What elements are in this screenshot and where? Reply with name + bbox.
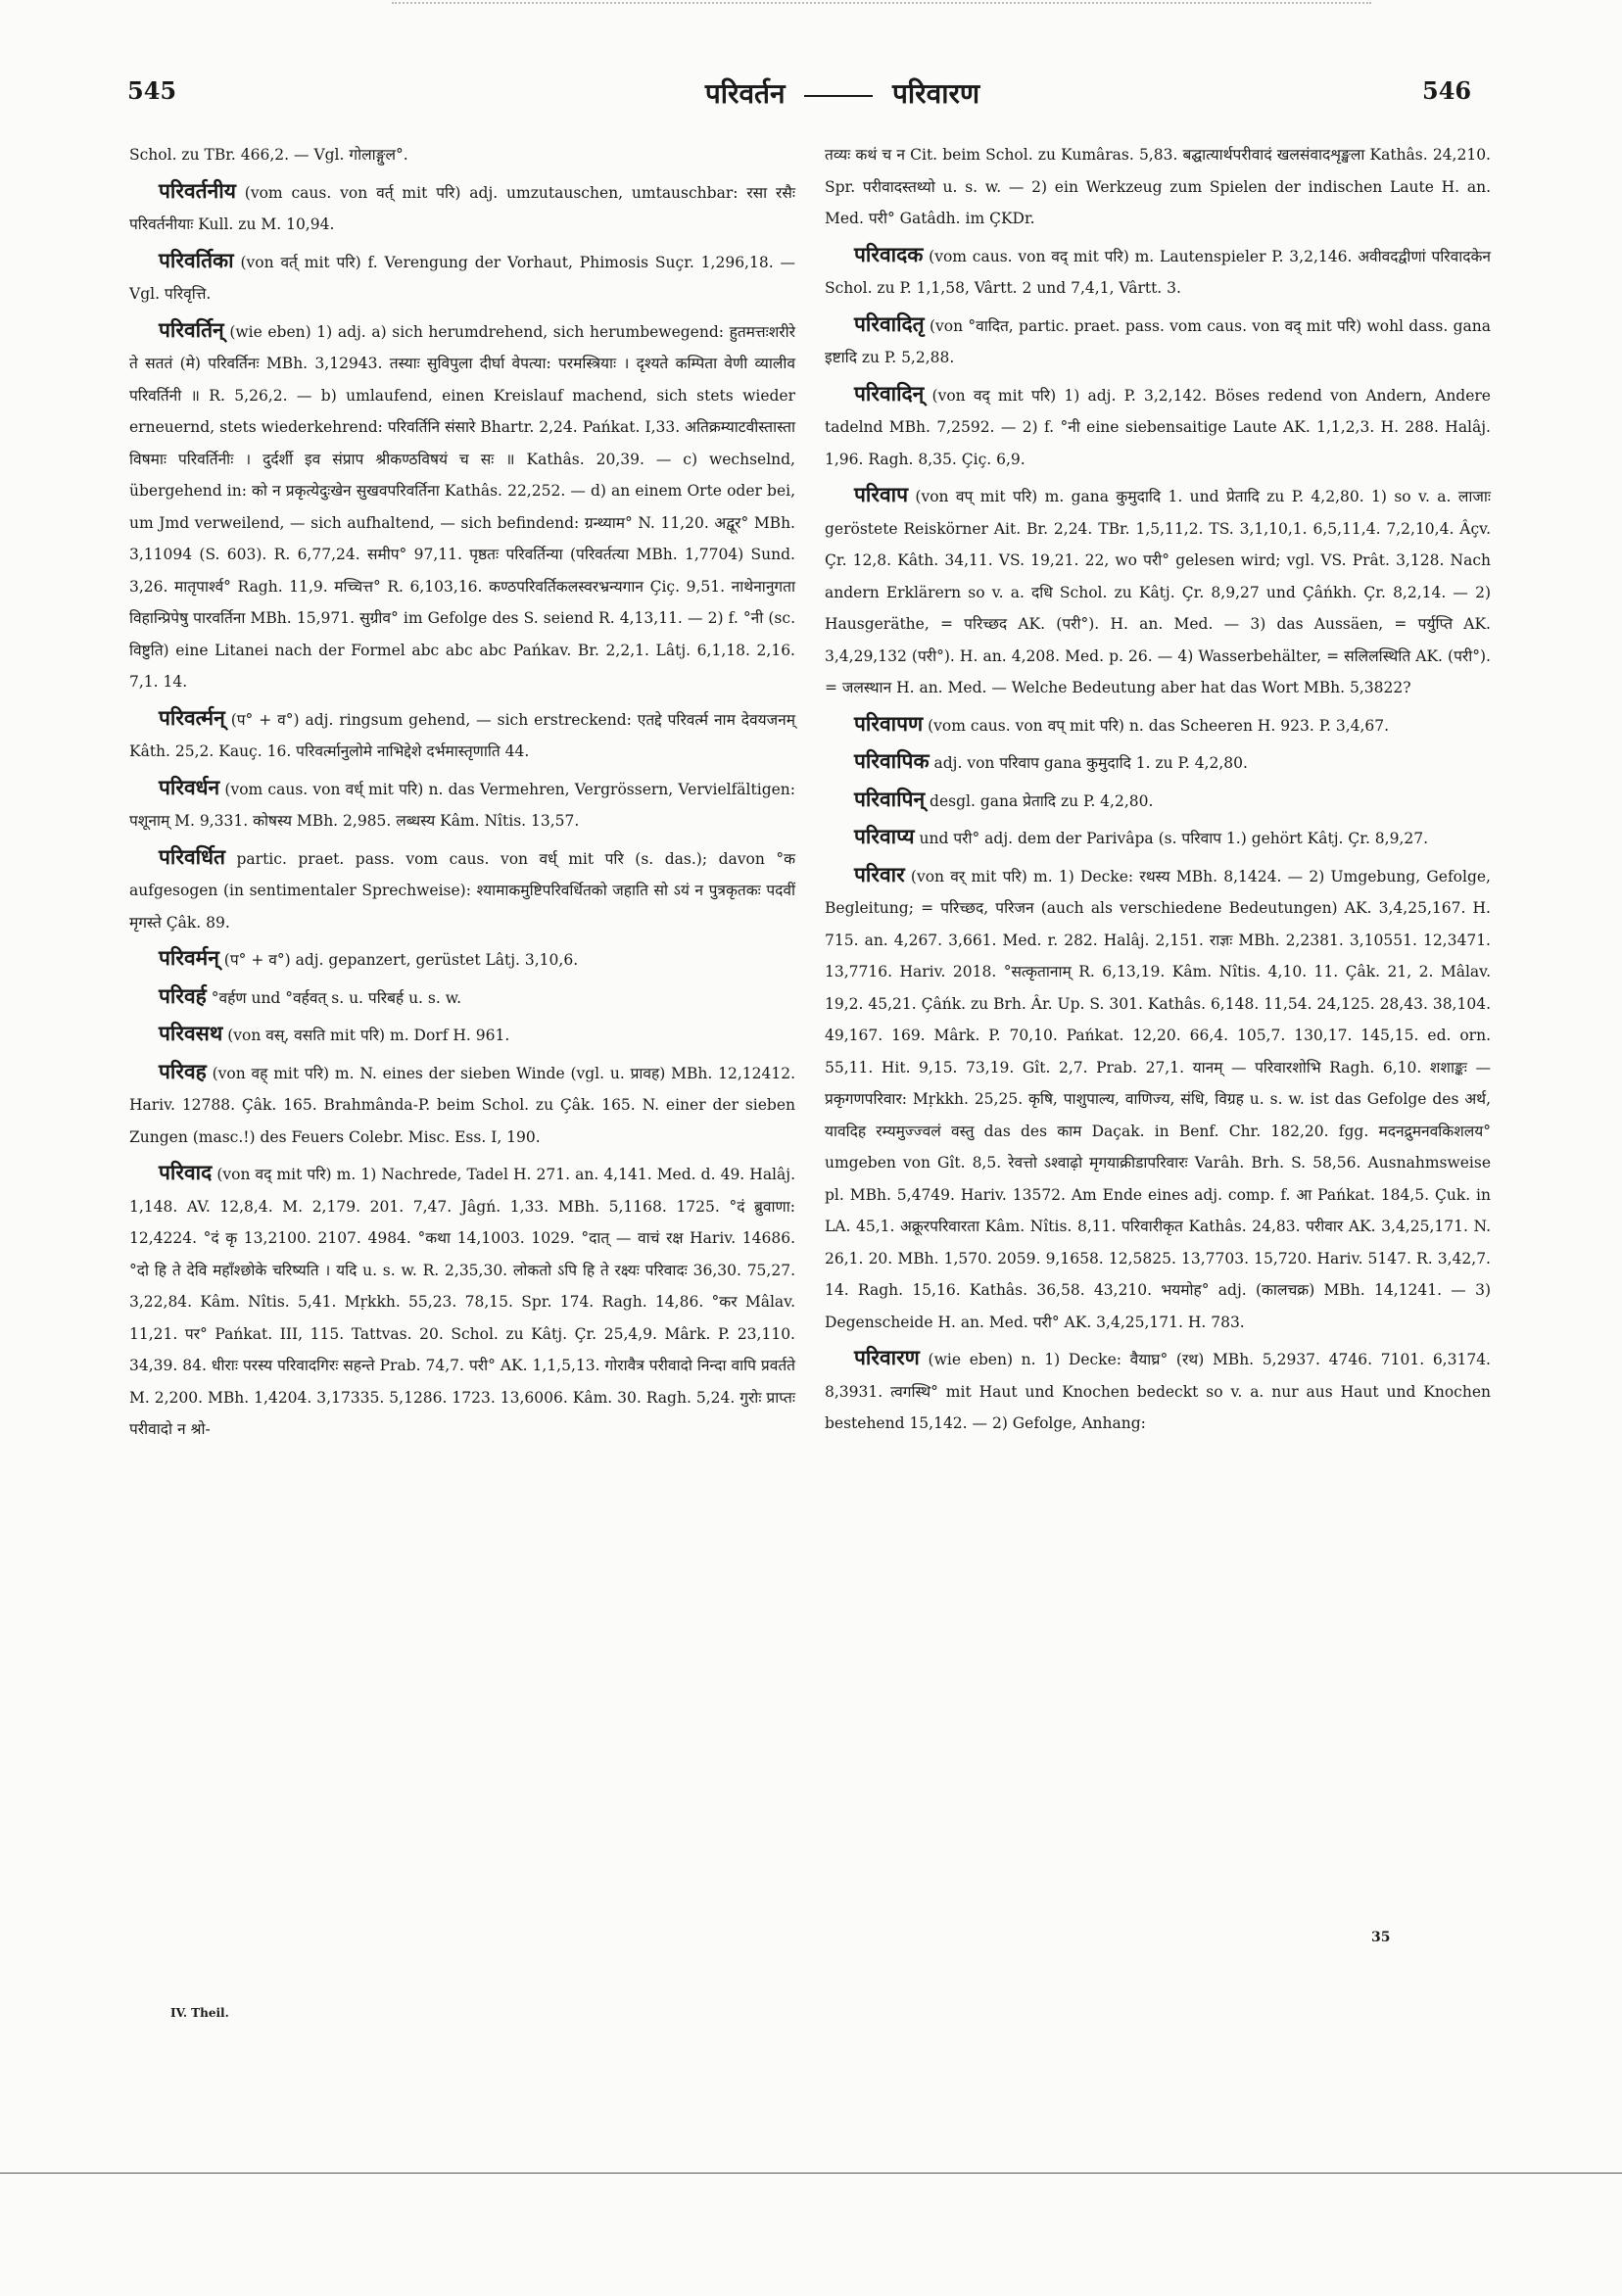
- entry-text: (प° + व°) adj. gepanzert, gerüstet Lâtj. 3,10,6.: [223, 951, 579, 969]
- entry-text: (vom caus. von वर्ध् mit परि) n. das Vermehren, Vergrössern, Vervielfältigen: पशूनाम् M. 9,331. कोषस्य MBh. 2,985. लब्धस्य Kâm. Nîtis. 13,57.: [129, 780, 795, 830]
- dictionary-entry: [129, 175, 795, 241]
- entry-text: (von वस्, वसति mit परि) m. Dorf H. 961.: [227, 1027, 510, 1044]
- dictionary-entry: [825, 784, 1491, 818]
- dictionary-entry: [825, 479, 1491, 704]
- entry-text: तव्यः कथं च न Cit. beim Schol. zu Kumâras. 5,83. बद्घात्यार्थपरीवादं खलसंवादशृङ्खला Kathâs. 24,210. Spr. परीवादस्तथ्यो u. s. w. — 2) ein Werkzeug zum Spielen der indischen Laute H. an. Med. परी° Gatâdh. im ÇKDr.: [825, 146, 1491, 227]
- entry-headword: परिवर्त्मन्: [159, 704, 225, 730]
- dictionary-entry: [129, 245, 795, 311]
- dictionary-entry: [129, 1056, 795, 1154]
- entry-headword: परिवर्धन: [159, 774, 220, 799]
- entry-text: (vom caus. von वप् mit परि) n. das Scheeren H. 923. P. 3,4,67.: [928, 716, 1390, 735]
- dictionary-entry: [129, 314, 795, 698]
- entry-text: partic. praet. pass. vom caus. von वर्ध् mit परि (s. das.); davon °क aufgesogen (in sentimentaler Sprechweise): श्यामाकमुष्टिपरिवर्धितको जहाति सो ऽयं न पुत्रकृतकः पदवीं मृगस्ते Çâk. 89.: [129, 849, 795, 932]
- volume-label: IV. Theil.: [170, 2006, 229, 2020]
- dictionary-entry: [129, 772, 795, 837]
- dictionary-entry: [825, 745, 1491, 780]
- page-number-left: 545: [127, 76, 177, 105]
- entry-headword: परिवादक: [854, 241, 924, 266]
- entry-text: (प° + व°) adj. ringsum gehend, — sich erstreckend: एतद्दे परिवर्त्म नाम देवयजनम् Kâth. 25,2. Kauç. 16. परिवर्त्मानुलोमे नाभिद्देशे दर्भमास्तृणाति 44.: [129, 710, 795, 760]
- entry-continuation: [825, 139, 1491, 235]
- entry-text: (von वह् mit परि) m. N. eines der sieben Winde (vgl. u. प्रावह) MBh. 12,12412. Hariv. 12788. Çâk. 165. Brahmânda-P. beim Schol. zu Çâk. 165. N. einer der sieben Zungen (masc.!) des Feuers Colebr. Misc. Ess. I, 190.: [129, 1064, 795, 1146]
- left-column: [129, 139, 795, 1450]
- entry-headword: परिवादितृ: [854, 311, 925, 336]
- entry-text: (von वप् mit परि) m. gana कुमुदादि 1. und प्रेतादि zu P. 4,2,80. 1) so v. a. लाजाः geröstete Reiskörner Ait. Br. 2,24. TBr. 1,5,11,2. TS. 3,1,10,1. 6,5,11,4. 7,2,10,4. Âçv. Çr. 12,8. Kâth. 34,11. VS. 19,21. 22, wo परी° gelesen wird; vgl. VS. Prât. 3,128. Nach andern Erklärern so v. a. दधि Schol. zu Kâtj. Çr. 8,9,27 und Çâńkh. Çr. 8,2,14. — 2) Hausgeräthe, = परिच्छद AK. (परी°). H. an. Med. — 3) das Aussäen, = पर्युप्ति AK. 3,4,29,132 (परी°). H. an. 4,208. Med. p. 26. — 4) Wasserbehälter, = सलिलस्थिति AK. (परी°). = जलस्थान H. an. Med. — Welche Bedeutung aber hat das Wort MBh. 5,3822?: [825, 488, 1491, 696]
- dictionary-entry: [129, 841, 795, 939]
- dictionary-entry: [825, 378, 1491, 476]
- bottom-rule: [0, 2173, 1622, 2174]
- entry-text: °वर्हण und °वर्हवत् s. u. परिबर्ह u. s. w.: [211, 988, 462, 1007]
- right-column: [825, 139, 1491, 1444]
- running-head-dash: [804, 95, 873, 97]
- entry-headword: परिवर्मन्: [159, 945, 219, 970]
- entry-headword: परिवर्तनीय: [159, 177, 236, 203]
- page-number-right: 546: [1422, 76, 1472, 105]
- dictionary-entry: [129, 702, 795, 768]
- entry-text: (vom caus. von वर्त् mit परि) adj. umzutauschen, umtauschbar: रसा रसैः परिवर्तनीयाः Kull. zu M. 10,94.: [129, 183, 795, 233]
- dictionary-entry: [825, 239, 1491, 305]
- entry-headword: परिवर्धित: [159, 843, 225, 869]
- dictionary-entry: [825, 708, 1491, 742]
- entry-headword: परिवापिन्: [854, 786, 926, 811]
- dictionary-entry: [825, 821, 1491, 855]
- entry-headword: परिवर्तिन्: [159, 316, 224, 342]
- entry-headword: परिवाप्य: [854, 824, 915, 848]
- dictionary-entry: [825, 859, 1491, 1339]
- entry-text: und परी° adj. dem der Parivâpa (s. परिवाप 1.) gehört Kâtj. Çr. 8,9,27.: [919, 830, 1429, 847]
- entry-text: (wie eben) 1) adj. a) sich herumdrehend, sich herumbewegend: हुतमत्तःशरीरे ते सततं (मे) परिवर्तिनः MBh. 3,12943. तस्याः सुविपुला दीर्घा वेपत्या: परमस्त्रियाः । दृश्यते कम्पिता वेणी व्यालीव परिवर्तिनी ॥ R. 5,26,2. — b) umlaufend, einen Kreislauf machend, sich stets wieder erneuernd, stets wiederkehrend: परिवर्तिनि संसारे Bhartr. 2,24. Pańkat. I,33. अतिक्रम्याटवीस्तास्ता विषमाः परिवर्तिनीः । दुर्दर्शी इव संप्राप श्रीकण्ठविषयं च सः ॥ Kathâs. 20,39. — c) wechselnd, übergehend in: को न प्रकृत्येदुःखेन सुखवपरिवर्तिना Kathâs. 22,252. — d) an einem Orte oder bei, um Jmd verweilend, — sich aufhaltend, — sich befindend: ग्रन्थ्याम° N. 11,20. अद्वूर° MBh. 3,11094 (S. 603). R. 6,77,24. समीप° 97,11. पृष्ठतः परिवर्तिन्या (परिवर्तत्या MBh. 1,7704) Sund. 3,26. मातृपार्श्व° Ragh. 11,9. मच्चित्त° R. 6,103,16. कण्ठपरिवर्तिकलस्वरभ्रन्यगान Çiç. 9,51. नाथेनानुगता विहान्प्रिपेषु पारवर्तिना MBh. 15,971. सुग्रीव° im Gefolge des S. seiend R. 4,13,11. — 2) f. °नी (sc. विष्टुति) eine Litanei nach der Formel abc abc abc Pańkav. Br. 2,2,1. Lâtj. 6,1,18. 2,16. 7,1. 14.: [129, 322, 795, 691]
- entry-text: (von °वादित, partic. praet. pass. vom caus. von वद् mit परि) wohl dass. gana इष्टादि zu P. 5,2,88.: [825, 316, 1491, 366]
- entry-headword: परिवह: [159, 1058, 207, 1083]
- entry-headword: परिवापण: [854, 710, 924, 736]
- entry-text: (von वर् mit परि) m. 1) Decke: रथस्य MBh. 8,1424. — 2) Umgebung, Gefolge, Begleitung; = परिच्छद, परिजन (auch als verschiedene Bedeutungen) AK. 3,4,25,167. H. 715. an. 4,267. 3,661. Med. r. 282. Halâj. 2,151. राज्ञः MBh. 2,2381. 3,10551. 12,3471. 13,7716. Hariv. 2018. °सत्कृतानाम् R. 6,13,19. Kâm. Nîtis. 4,10. 11. Çâk. 21, 2. Mâlav. 19,2. 45,21. Çâńk. zu Brh. Âr. Up. S. 301. Kathâs. 6,148. 11,54. 24,125. 28,43. 38,104. 49,167. 169. Mârk. P. 70,10. Pańkat. 12,20. 66,4. 105,7. 130,17. 145,15. ed. orn. 55,11. Hit. 9,15. 73,19. Gît. 2,7. Prab. 27,1. यानम् — परिवारशोभि Ragh. 6,10. शशाङ्कः — प्रकृगणपरिवार: Mṛkkh. 25,25. कृषि, पाशुपाल्य, वाणिज्य, संधि, विग्रह u. s. w. ist das Gefolge des अर्थ, यावदिह रम्यमुज्ज्वलं वस्तु das des काम Daçak. in Benf. Chr. 182,20. fgg. मदनद्रुमनवकिशलय° umgeben von Gît. 8,5. रेवत्तो ऽश्वाढ़ो मृगयाक्रीडापरिवारः Varâh. Brh. S. 58,56. Ausnahmsweise pl. MBh. 5,4749. Hariv. 13572. Am Ende eines adj. comp. f. आ Pańkat. 184,5. Çuk. in LA. 45,1. अक्रूरपरिवारता Kâm. Nîtis. 8,11. परिवारीकृत Kathâs. 24,83. परीवार AK. 3,4,25,171. N. 26,1. 20. MBh. 1,570. 2059. 9,1658. 12,5825. 13,7703. 15,720. Hariv. 5147. R. 3,42,7. 14. Ragh. 15,16. Kathâs. 36,58. 43,210. भयमोह° adj. (कालचक्र) MBh. 14,1241. — 3) Degenscheide H. an. Med. परी° AK. 3,4,25,171. H. 783.: [825, 867, 1491, 1331]
- entry-headword: परिवाप: [854, 482, 908, 506]
- entry-headword: परिवादिन्: [854, 380, 925, 406]
- running-head-right: परिवारण: [892, 77, 980, 110]
- entry-text: (von वद् mit परि) 1) adj. P. 3,2,142. Böses redend von Andern, Andere tadelnd MBh. 7,2592. — 2) f. °नी eine siebensaitige Laute AK. 1,1,2,3. H. 288. Halâj. 1,96. Ragh. 8,35. Çiç. 6,9.: [825, 386, 1491, 468]
- entry-headword: परिवाद: [159, 1160, 213, 1184]
- top-edge-mark: [392, 2, 1371, 4]
- entry-headword: परिवर्ह: [159, 982, 207, 1008]
- entry-headword: परिवापिक: [854, 748, 930, 773]
- entry-headword: परिवार: [854, 861, 905, 886]
- entry-text: desgl. gana प्रेतादि zu P. 4,2,80.: [930, 791, 1154, 810]
- dictionary-entry: [129, 981, 795, 1015]
- entry-text: adj. von परिवाप gana कुमुदादि 1. zu P. 4,2,80.: [933, 754, 1248, 772]
- entry-text: (von वर्त् mit परि) f. Verengung der Vorhaut, Phimosis Suçr. 1,296,18. — Vgl. परिवृत्ति.: [129, 253, 795, 303]
- entry-text: (von वद् mit परि) m. 1) Nachrede, Tadel H. 271. an. 4,141. Med. d. 49. Halâj. 1,148. AV. 12,8,4. M. 2,179. 201. 7,47. Jâgń. 1,33. MBh. 5,1168. 1725. °दं ब्रुवाणा: 12,4224. °दं कृ 13,2100. 2107. 4984. °कथा 14,1003. 1029. °दात् — वाचं रक्ष Hariv. 14686. °दो हि ते देवि महाँश्छोके चरिष्यति । यदि u. s. w. R. 2,35,30. लोकतो ऽपि हि ते रक्ष्यः परिवादः 36,30. 75,27. 3,22,84. Kâm. Nîtis. 5,41. Mṛkkh. 55,23. 78,15. Spr. 174. Ragh. 14,86. °कर Mâlav. 11,21. पर° Pańkat. III, 115. Tattvas. 20. Schol. zu Kâtj. Çr. 25,4,9. Mârk. P. 23,110. 34,39. 84. धीराः परस्य परिवादगिरः सहन्ते Prab. 74,7. परी° AK. 1,1,5,13. गोरावैत्र परीवादो निन्दा वापि प्रवर्तते M. 2,200. MBh. 1,4204. 3,17335. 5,1286. 1723. 13,6006. Kâm. 30. Ragh. 5,24. गुरोः प्राप्तः परीवादो न श्रो-: [129, 1166, 795, 1438]
- dictionary-entry: [129, 1018, 795, 1052]
- dictionary-entry: [129, 942, 795, 977]
- entry-continuation: [129, 139, 795, 171]
- running-head: [676, 74, 1009, 112]
- running-head-left: परिवर्तन: [704, 77, 786, 110]
- dictionary-entry: [825, 309, 1491, 374]
- entry-headword: परिवर्तिका: [159, 247, 234, 272]
- dictionary-entry: [825, 1342, 1491, 1440]
- entry-text: (wie eben) n. 1) Decke: वैयाघ्र° (रथ) MBh. 5,2937. 4746. 7101. 6,3174. 8,3931. त्वगस्थि° mit Haut und Knochen bedeckt so v. a. nur aus Haut und Knochen bestehend 15,142. — 2) Gefolge, Anhang:: [825, 1351, 1491, 1432]
- entry-text: Schol. zu TBr. 466,2. — Vgl. गोलाङ्गुल°.: [129, 146, 408, 164]
- entry-headword: परिवारण: [854, 1345, 920, 1369]
- entry-text: (vom caus. von वद् mit परि) m. Lautenspieler P. 3,2,146. अवीवदद्वीणां परिवादकेन Schol. zu P. 1,1,58, Vârtt. 2 und 7,4,1, Vârtt. 3.: [825, 247, 1491, 297]
- entry-headword: परिवसथ: [159, 1021, 223, 1045]
- dictionary-entry: [129, 1157, 795, 1446]
- printer-signature: 35: [1371, 1930, 1391, 1945]
